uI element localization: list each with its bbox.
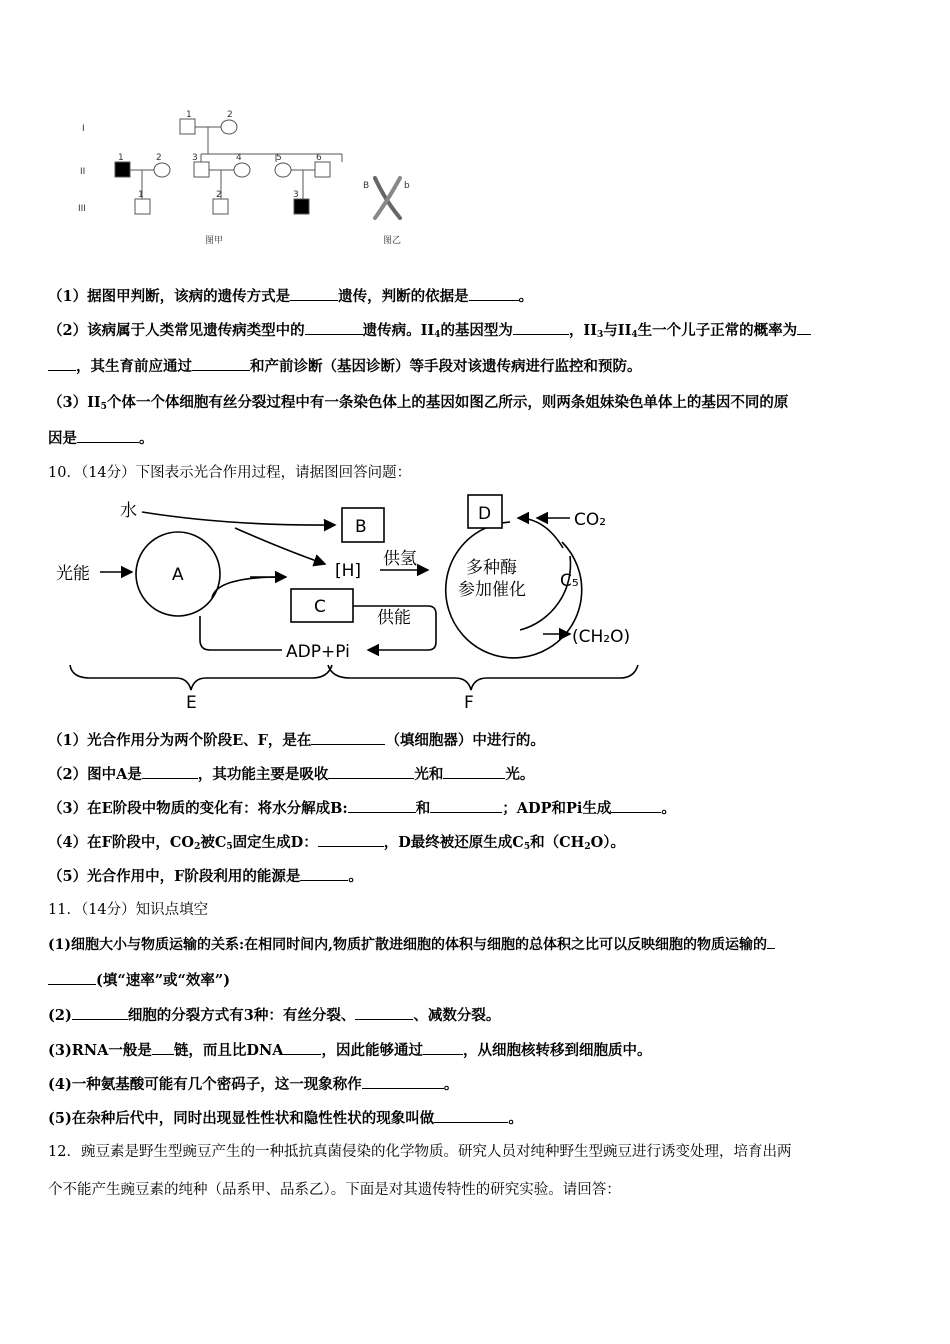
q9-part3-line2: 因是 。 [48,430,154,447]
blank[interactable] [311,730,385,745]
blank[interactable] [283,1040,321,1055]
blank[interactable] [348,798,416,813]
pedigree-II6-male [315,162,330,177]
blank[interactable] [423,1040,463,1055]
caption-figure-a: 图甲 [205,236,224,246]
svg-text:(CH₂O): (CH₂O) [572,627,631,647]
pedigree-II1-affected-male [115,162,130,177]
svg-text:参加催化: 参加催化 [458,580,526,600]
svg-text:光能: 光能 [56,564,90,584]
svg-text:1: 1 [118,153,124,163]
blank[interactable] [72,1005,128,1020]
blank[interactable] [355,1005,413,1020]
svg-text:多种酶: 多种酶 [466,558,517,578]
q10-item5: （5）光合作用中，F阶段利用的能源是 。 [48,868,363,885]
svg-text:B: B [355,517,367,537]
pedigree-I1-male [180,119,195,134]
pedigree-III3-affected-male [294,199,309,214]
q10-item3: （3）在E阶段中物质的变化有：将水分解成B: 和 ；ADP和Pi生成 。 [48,800,676,817]
chromosome-figure [363,178,410,246]
q11-line1b: (填“速率”或“效率”) [48,970,230,991]
svg-text:4: 4 [236,153,242,163]
svg-text:ADP+Pi: ADP+Pi [286,642,350,662]
blank[interactable] [192,356,250,371]
q10-item4: （4）在F阶段中，$CO_2$被$C_5$固定生成D： ，D最终被还原生成$C_5$和$(CH_2O)$。 [48,834,626,852]
svg-text:b: b [404,181,410,191]
blank[interactable] [142,764,198,779]
q9-part2-line1: （2）该病属于人类常见遗传病类型中的 遗传病。$II_4$的基因型为 ，$II_3$与$II_4$生一个儿子正常的概率为 [48,320,811,345]
blank[interactable] [48,356,76,371]
q12-line2: 个不能产生豌豆素的纯种（品系甲、品系乙）。下面是对其遗传特性的研究实验。请回答： [48,1182,621,1198]
gen-label-I: I [82,124,85,134]
blank[interactable] [152,1040,174,1055]
svg-text:B: B [363,181,370,191]
blank[interactable] [767,934,775,949]
blank[interactable] [611,798,661,813]
blank[interactable] [77,428,139,443]
photosynthesis-diagram [50,490,650,715]
svg-text:3: 3 [192,153,198,163]
svg-text:2: 2 [216,190,222,200]
svg-text:A: A [172,565,184,585]
svg-text:供氢: 供氢 [383,549,417,569]
q11-line3: (3)RNA一般是 链，而且比DNA ，因此能够通过 ，从细胞核转移到细胞质中。 [48,1042,652,1059]
svg-text:C₅: C₅ [560,571,579,591]
svg-text:F: F [464,693,474,713]
svg-text:供能: 供能 [377,608,411,628]
pedigree-III2-male [213,199,228,214]
q11-line5: (5)在杂种后代中，同时出现显性性状和隐性性状的现象叫做 。 [48,1110,523,1127]
blank[interactable] [362,1074,444,1089]
svg-text:5: 5 [276,153,282,163]
pedigree-I2-female [221,120,237,134]
svg-text:水: 水 [120,501,137,521]
svg-text:3: 3 [293,190,299,200]
q11-line4: (4)一种氨基酸可能有几个密码子，这一现象称作 。 [48,1076,459,1093]
pedigree-II2-female [154,163,170,177]
blank[interactable] [469,286,519,301]
q9-part3-line1: $(3)II_5$个体一个体细胞有丝分裂过程中有一条染色体上的基因如图乙所示，则两条姐妹染色单体上的基因不同的原 [48,394,789,412]
svg-text:2: 2 [227,110,233,120]
blank[interactable] [48,970,96,985]
pedigree-II5-female [275,163,291,177]
svg-text:D: D [478,504,492,524]
q9-part1: （1）据图甲判断，该病的遗传方式是 遗传，判断的依据是 。 [48,288,534,305]
pedigree-II3-male [194,162,209,177]
blank[interactable] [430,798,502,813]
blank[interactable] [290,286,338,301]
q9-part2-line2: ，其生育前应通过 和产前诊断（基因诊断）等手段对该遗传病进行监控和预防。 [48,356,642,377]
pedigree-figure [70,100,430,250]
q10-heading: 10．（14分）下图表示光合作用过程，请据图回答问题： [48,465,412,481]
svg-text:C: C [314,597,326,617]
blank[interactable] [300,866,348,881]
blank[interactable] [513,320,569,335]
blank[interactable] [443,764,505,779]
svg-text:CO₂: CO₂ [574,510,607,530]
q12-line1: 12．豌豆素是野生型豌豆产生的一种抵抗真菌侵染的化学物质。研究人员对纯种野生型豌豆进行诱变处理，培育出两 [48,1144,792,1160]
svg-text:1: 1 [138,190,144,200]
q10-item1: （1）光合作用分为两个阶段E、F，是在 （填细胞器）中进行的。 [48,732,545,749]
svg-text:E: E [186,693,197,713]
svg-text:1: 1 [186,110,192,120]
svg-text:2: 2 [156,153,162,163]
q11-line1: (1)细胞大小与物质运输的关系:在相同时间内,物质扩散进细胞的体积与细胞的总体积之比可以反映细胞的物质运输的 [48,934,775,955]
pedigree-II4-female [234,163,250,177]
q10-item2: （2）图中A是 ，其功能主要是吸收 光和 光。 [48,766,535,783]
q11-heading: 11．（14分）知识点填空 [48,902,209,918]
gen-label-III: III [78,204,86,214]
q11-line2: (2) 细胞的分裂方式有3种：有丝分裂、 、减数分裂。 [48,1007,501,1024]
pedigree-III1-male [135,199,150,214]
caption-figure-b: 图乙 [383,236,402,246]
svg-text:[H]: [H] [335,561,362,581]
svg-text:6: 6 [316,153,322,163]
gen-label-II: II [80,167,86,177]
blank[interactable] [434,1108,508,1123]
blank[interactable] [797,320,811,335]
blank[interactable] [318,832,384,847]
blank[interactable] [305,320,363,335]
blank[interactable] [328,764,414,779]
